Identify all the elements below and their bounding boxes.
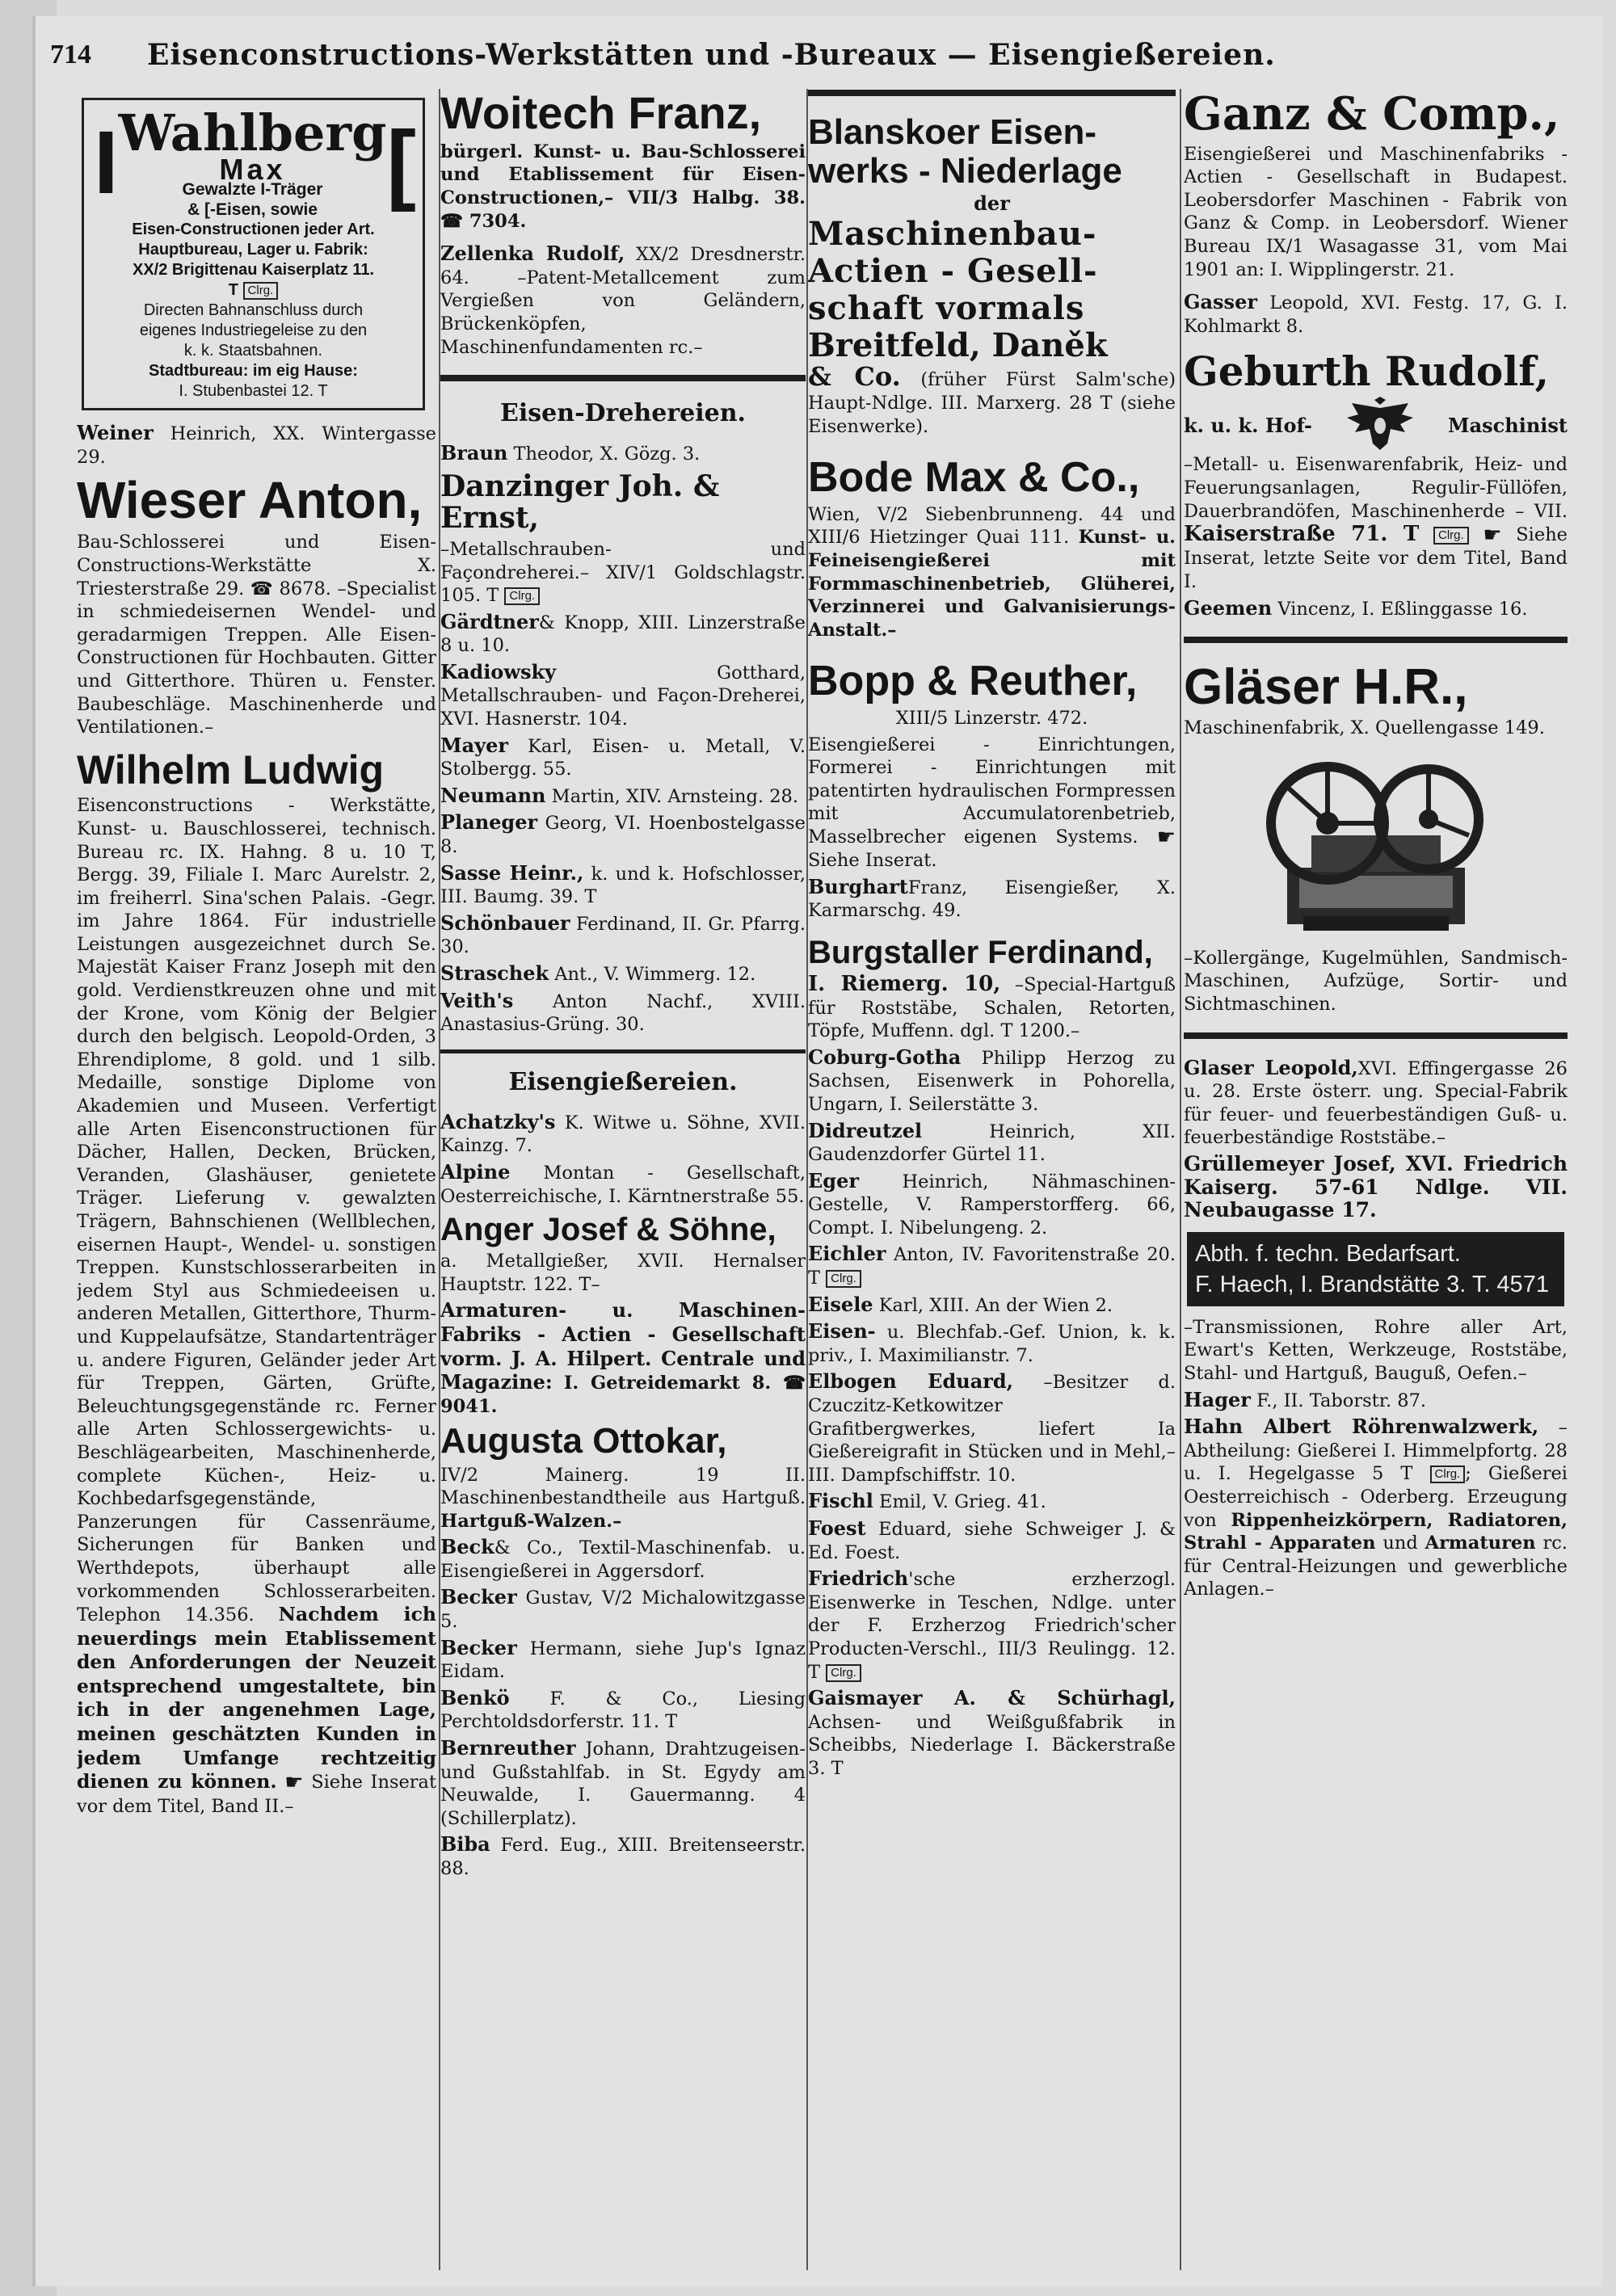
directory-entry: Mayer Karl, Eisen- u. Metall, V. Stolbergg. 55. — [440, 733, 806, 780]
directory-entry: Bernreuther Johann, Drahtzugeisen- und Gußstahlfab. in St. Egydy am Neuwalde, I. Gauermanng. 4 (Schillerplatz). — [440, 1736, 806, 1829]
pointing-hand-icon: ☛ — [1483, 523, 1502, 548]
ad-line: Gewalzte I-Träger — [182, 180, 323, 200]
directory-entry: Braun Theodor, X. Gözg. 3. — [440, 441, 701, 465]
directory-entry: Foest Eduard, siehe Schweiger J. & Ed. Foest. — [808, 1516, 1176, 1563]
ad-line: Hauptbureau, Lager u. Fabrik: — [138, 241, 368, 259]
wieser-heading: Wieser Anton, — [77, 471, 423, 530]
directory-entry: Eger Heinrich, Nähmaschinen-Gestelle, V. Ramperstorfferg. 66, Compt. I. Nibelungeng. 2. — [808, 1168, 1176, 1238]
directory-entry: Eisele Karl, XIII. An der Wien 2. — [808, 1292, 1113, 1316]
directory-entry: Fischl Emil, V. Grieg. 41. — [808, 1489, 1046, 1513]
anger-description: a. Metallgießer, XVII. Hernalser Hauptstr. 122. T– — [440, 1251, 806, 1295]
ad-line: eigenes Industriegeleise zu den — [139, 322, 368, 340]
clearing-badge: Clrg. — [243, 282, 279, 300]
directory-entry: Glaser Leopold,XVI. Effingergasse 26 u. 28. Erste österr. ung. Special-Fabrik für feuer- und feuerbeständigen Guß- u. feuerbeständige Roststäbe.– — [1184, 1055, 1568, 1149]
directory-entry: Zellenka Rudolf, XX/2 Dresdnerstr. 64. –Patent-Metallcement zum Vergießen von Geländern, Brückenköpfen, Maschinenfundamenten rc.– — [440, 242, 806, 358]
burgstaller-description: I. Riemerg. 10, –Special-Hartguß für Roststäbe, Schalen, Retorten, Töpfe, Muffenn. dgl. T 1200.– — [808, 971, 1176, 1042]
directory-entry: Weiner Heinrich, XX. Wintergasse 29. — [77, 421, 436, 468]
blansko-advertisement: Blanskoer Eisen- werks - Niederlage der Maschinenbau- Actien - Gesell- schaft vormals Breitfeld, Daněk & Co. (früher Fürst Salm'sche) Haupt-Ndlge. III. Marxerg. 28 T (siehe Eisenwerke). — [808, 112, 1176, 437]
directory-entry: Beck& Co., Textil-Maschinenfab. u. Eisengießerei in Aggersdorf. — [440, 1535, 806, 1582]
glaeser-products: –Kollergänge, Kugelmühlen, Sandmisch-Maschinen, Aufzüge, Sortir- und Sichtmaschinen. — [1184, 947, 1568, 1016]
column-1 — [77, 85, 436, 2278]
directory-entry: Neumann Martin, XIV. Arnsteing. 28. — [440, 783, 798, 807]
ad-line: Eisen-Constructionen jeder Art. — [132, 221, 375, 239]
wahlberg-advertisement — [82, 98, 425, 410]
directory-entry: Armaturen- u. Maschinen-Fabriks - Actien - Gesellschaft vorm. J. A. Hilpert. Centrale und Magazine: I. Getreidemarkt 8. ☎ 9041. — [440, 1298, 806, 1417]
section-heading-giessereien: Eisengießereien. — [508, 1067, 738, 1096]
burgstaller-heading: Burgstaller Ferdinand, — [808, 934, 1153, 970]
imperial-eagle-icon — [1344, 397, 1416, 453]
ad-company-name: Wahlberg — [118, 103, 387, 162]
woitech-heading: Woitech Franz, — [440, 87, 762, 138]
directory-entry: Sasse Heinr., k. und k. Hofschlosser, III. Baumg. 39. T — [440, 860, 806, 908]
column-4 — [1184, 85, 1568, 2278]
directory-entry: Planeger Georg, VI. Hoenbostelgasse 8. — [440, 810, 806, 858]
geburth-heading: Geburth Rudolf, — [1184, 347, 1550, 396]
i-beam-icon: I — [94, 113, 119, 213]
directory-entry: Veith's Anton Nachf., XVIII. Anastasius-Grüng. 30. — [440, 988, 806, 1036]
running-title: Eisenconstructions-Werkstätten und -Bureaux — Eisengießereien. — [147, 38, 1276, 72]
ad-line: & [-Eisen, sowie — [187, 200, 318, 220]
page-number: 714 — [50, 40, 91, 69]
directory-entry: Achatzky's K. Witwe u. Söhne, XVII. Kainzg. 7. — [440, 1109, 806, 1157]
ad-line: XX/2 Brigittenau Kaiserplatz 11. — [133, 261, 374, 280]
directory-entry: Straschek Ant., V. Wimmerg. 12. — [440, 961, 756, 986]
directory-entry: Eisen- u. Blechfab.-Gef. Union, k. k. priv., I. Maximilianstr. 7. — [808, 1319, 1176, 1366]
directory-entry: Kadiowsky Gotthard, Metallschrauben- und Façon-Dreherei, XVI. Hasnerstr. 104. — [440, 659, 806, 730]
directory-entry: Gasser Leopold, XVI. Festg. 17, G. I. Kohlmarkt 8. — [1184, 290, 1568, 337]
section-rule — [808, 90, 1176, 96]
directory-entry: Geemen Vincenz, I. Eßlinggasse 16. — [1184, 595, 1528, 620]
directory-entry: Hahn Albert Röhrenwalzwerk, –Abtheilung: Gießerei I. Himmelpfortg. 28 u. I. Hegelgasse 5 T Clrg. ; Gießerei Oesterreichisch - Oderberg. Erzeugung von Rippenheizkörpern, Radiatoren, Strahl - Apparaten und Armaturen rc. für Central-Heizungen und gewerbliche Anlagen.– — [1184, 1415, 1568, 1600]
danzinger-description: –Metallschrauben- und Façondreherei.– XIV/1 Goldschlagstr. 105. T Clrg. — [440, 538, 806, 607]
telephone-mark: T — [228, 281, 238, 300]
ad-line: k. k. Staatsbahnen. — [183, 342, 323, 360]
ad-first-name: Max — [219, 153, 286, 187]
bopp-address: XIII/5 Linzerstr. 472. — [895, 707, 1088, 729]
directory-entry: Friedrich'sche erzherzogl. Eisenwerke in Teschen, Ndlge. unter der F. Erzherzog Friedrich'scher Producten-Verschl., III/3 Reulingg. 12. T Clrg. — [808, 1566, 1176, 1683]
haech-description: –Transmissionen, Rohre aller Art, Ewart's Ketten, Werkzeuge, Roststäbe, Stahl- und Hartguß, Bauguß, Oefen.– — [1184, 1316, 1568, 1385]
clearing-badge: Clrg. — [826, 1270, 861, 1288]
directory-entry: Benkö F. & Co., Liesing Perchtoldsdorferstr. 11. T — [440, 1685, 806, 1733]
section-rule — [440, 1049, 806, 1053]
bopp-heading: Bopp & Reuther, — [808, 658, 1138, 705]
channel-iron-icon: [ — [386, 113, 417, 213]
column-3 — [808, 85, 1176, 2278]
danzinger-heading: Danzinger Joh. & Ernst, — [440, 469, 720, 536]
ad-line: Directen Bahnanschluss durch — [143, 301, 364, 320]
wieser-description: Bau-Schlosserei und Eisen-Constructions-Werkstätte X. Triesterstraße 29. ☎ 8678. –Specialist in schmiedeisernen Wendel- und geradarmigen Treppen. Alle Eisen-Constructionen für Hochbauten. Gitter und Gitterthore. Thüren u. Fenster. Baubeschläge. Maschinenherde und Ventilationen.– — [77, 532, 436, 738]
haech-advertisement: Abth. f. techn. Bedarfsart. F. Haech, I. Brandstätte 3. T. 4571 — [1187, 1232, 1564, 1306]
column-2 — [440, 85, 806, 2278]
ad-line: I. Stubenbastei 12. T — [179, 382, 328, 401]
crusher-machine-illustration — [1255, 746, 1497, 940]
glaeser-description: Maschinenfabrik, X. Quellengasse 149. — [1184, 717, 1545, 739]
woitech-description: bürgerl. Kunst- u. Bau-Schlosserei und Etablissement für Eisen-Constructionen,– VII/3 Halbg. 38. ☎ 7304. — [440, 141, 806, 232]
directory-entry: Gaismayer A. & Schürhagl, Achsen- und Weißgußfabrik in Scheibbs, Niederlage I. Bäckerstraße 3. T — [808, 1686, 1176, 1779]
ad-line: Stadtbureau: im eig Hause: — [149, 362, 358, 381]
directory-entry: BurghartFranz, Eisengießer, X. Karmarschg. 49. — [808, 874, 1176, 922]
wilhelm-description: Eisenconstructions - Werkstätte, Kunst- u. Bauschlosserei, technisch. Bureau rc. IX. Hahng. 8 u. 10 T, Bergg. 39, Filiale I. Marc Aurelstr. 2, im freiherrl. Sina'schen Palais. -Gegr. im Jahre 1864. Für industrielle Leistungen ausgezeichnet durch Se. Majestät Kaiser Franz Joseph mit den gold. Verdienstkreuzen ohne und mit der Krone, vom König der Belgier durch den belgisch. Leopold-Orden, 3 Ehrendiplome, 8 gold. und 1 silb. Medaille, sonstige Diplome von Akademien und Museen. Verfertigt alle Arten Eisenconstructionen für Dächer, Hallen, Decken, Brücken, Veranden, Glashäuser, genietete Träger. Lieferung v. gewalzten Trägern, Bahnschienen (Wellblechen, eisernen Haupt-, Wendel- u. sonstigen Treppen. Kunstschlosserarbeiten in jedem Styl aus Schmiedeeisen u. anderen Metallen, Gitterthore, Thurm- und Kuppelaufsätze, Standartenträger u. andere Figuren, Geländer jeder Art für Treppen, Gärten, Grüfte, Beleuchtungsgegenstände rc. Ferner alle Arten Schlossergewichts- u. Beschlägearbeiten, Maschinenherde, complete Küchen-, Heiz- u. Kochbedarfsgegenstände, Panzerungen für Cassenräume, Sicherungen für Banken und Werthdepots, überhaupt alle vorkommenden Schlosserarbeiten. Telephon 14.356. Nachdem ich neuerdings mein Etablissement den Anforderungen der Neuzeit entsprechend umgestaltete, bin ich in der angenehmen Lage, meinen geschätzten Kunden in jedem Umfange rechtzeitig dienen zu können. ☛ Siehe Inserat vor dem Titel, Band II.– — [77, 795, 436, 1817]
anger-heading: Anger Josef & Söhne, — [440, 1212, 776, 1248]
glaeser-heading: Gläser H.R., — [1184, 659, 1468, 716]
section-heading-drehereien: Eisen-Drehereien. — [500, 399, 746, 428]
directory-entry: Grüllemeyer Josef, XVI. Friedrich Kaiserg. 57-61 Ndlge. VII. Neubaugasse 17. — [1184, 1152, 1568, 1222]
clearing-badge: Clrg. — [1430, 1465, 1466, 1483]
pointing-hand-icon: ☛ — [1156, 825, 1176, 850]
directory-entry: Biba Ferd. Eug., XIII. Breitenseerstr. 88. — [440, 1832, 806, 1880]
geburth-title-line: k. u. k. Hof- Maschinist — [1184, 397, 1568, 453]
wilhelm-heading: Wilhelm Ludwig — [77, 746, 385, 793]
directory-entry: Hager F., II. Taborstr. 87. — [1184, 1387, 1427, 1411]
augusta-description: IV/2 Mainerg. 19 II. Maschinenbestandtheile aus Hartguß. Hartguß-Walzen.– — [440, 1464, 806, 1532]
directory-entry: Becker Hermann, siehe Jup's Ignaz Eidam. — [440, 1635, 806, 1683]
geburth-description: –Metall- u. Eisenwarenfabrik, Heiz- und Feuerungsanlagen, Regulir-Füllöfen, Dauerbrandöfen, Maschinenherde – VII. Kaiserstraße 71. T Clrg. ☛ Siehe Inserat, letzte Seite vor dem Titel, Band I. — [1184, 454, 1568, 593]
bopp-description: Eisengießerei - Einrichtungen, Formerei - Einrichtungen mit patentirten hydraulischen Formpressen mit Accumulatorenbetrieb, Masselbrecher eigenen Systems. ☛ Siehe Inserat. — [808, 734, 1176, 872]
directory-entry: Elbogen Eduard, –Besitzer d. Czuczitz-Ketkowitzer Grafitbergwerkes, liefert Ia Gießereigrafit in Stücken und in Mehl,– III. Dampfschiffstr. 10. — [808, 1369, 1176, 1486]
bode-description: Wien, V/2 Siebenbrunneng. 44 und XIII/6 Hietzinger Quai 111. Kunst- u. Feineisengießerei mit Formmaschinenbetrieb, Glüherei, Verzinnerei und Galvanisierungs-Anstalt.– — [808, 503, 1176, 641]
directory-entry: Eichler Anton, IV. Favoritenstraße 20. T Clrg. — [808, 1242, 1176, 1289]
section-rule — [1184, 637, 1568, 643]
page-header — [50, 31, 1569, 79]
directory-entry: Gärdtner& Knopp, XIII. Linzerstraße 8 u. 10. — [440, 609, 806, 657]
ganz-description: Eisengießerei und Maschinenfabriks - Actien - Gesellschaft in Budapest. Leobersdorfer Maschinen - Fabrik von Ganz & Comp. in Leobersdorf. Wiener Bureau IX/1 Wasagasse 31, vom Mai 1901 an: I. Wipplingerstr. 21. — [1184, 143, 1568, 280]
clearing-badge: Clrg. — [826, 1664, 861, 1682]
directory-entry: Alpine Montan - Gesellschaft, Oesterreichische, I. Kärntnerstraße 55. — [440, 1159, 806, 1207]
bode-heading: Bode Max & Co., — [808, 454, 1140, 502]
clearing-badge: Clrg. — [504, 587, 540, 605]
directory-entry: Schönbauer Ferdinand, II. Gr. Pfarrg. 30. — [440, 910, 806, 958]
clearing-badge: Clrg. — [1433, 527, 1469, 545]
ganz-heading: Ganz & Comp., — [1184, 87, 1560, 141]
directory-entry: Coburg-Gotha Philipp Herzog zu Sachsen, Eisenwerk in Pohorella, Ungarn, I. Seilerstätte 3. — [808, 1045, 1176, 1115]
directory-entry: Didreutzel Heinrich, XII. Gaudenzdorfer Gürtel 11. — [808, 1118, 1176, 1166]
augusta-heading: Augusta Ottokar, — [440, 1421, 727, 1461]
section-rule — [1184, 1032, 1568, 1039]
pointing-hand-icon: ☛ — [284, 1770, 304, 1795]
section-rule — [440, 375, 806, 381]
directory-entry: Becker Gustav, V/2 Michalowitzgasse 5. — [440, 1585, 806, 1633]
column-rule — [1180, 89, 1181, 2270]
